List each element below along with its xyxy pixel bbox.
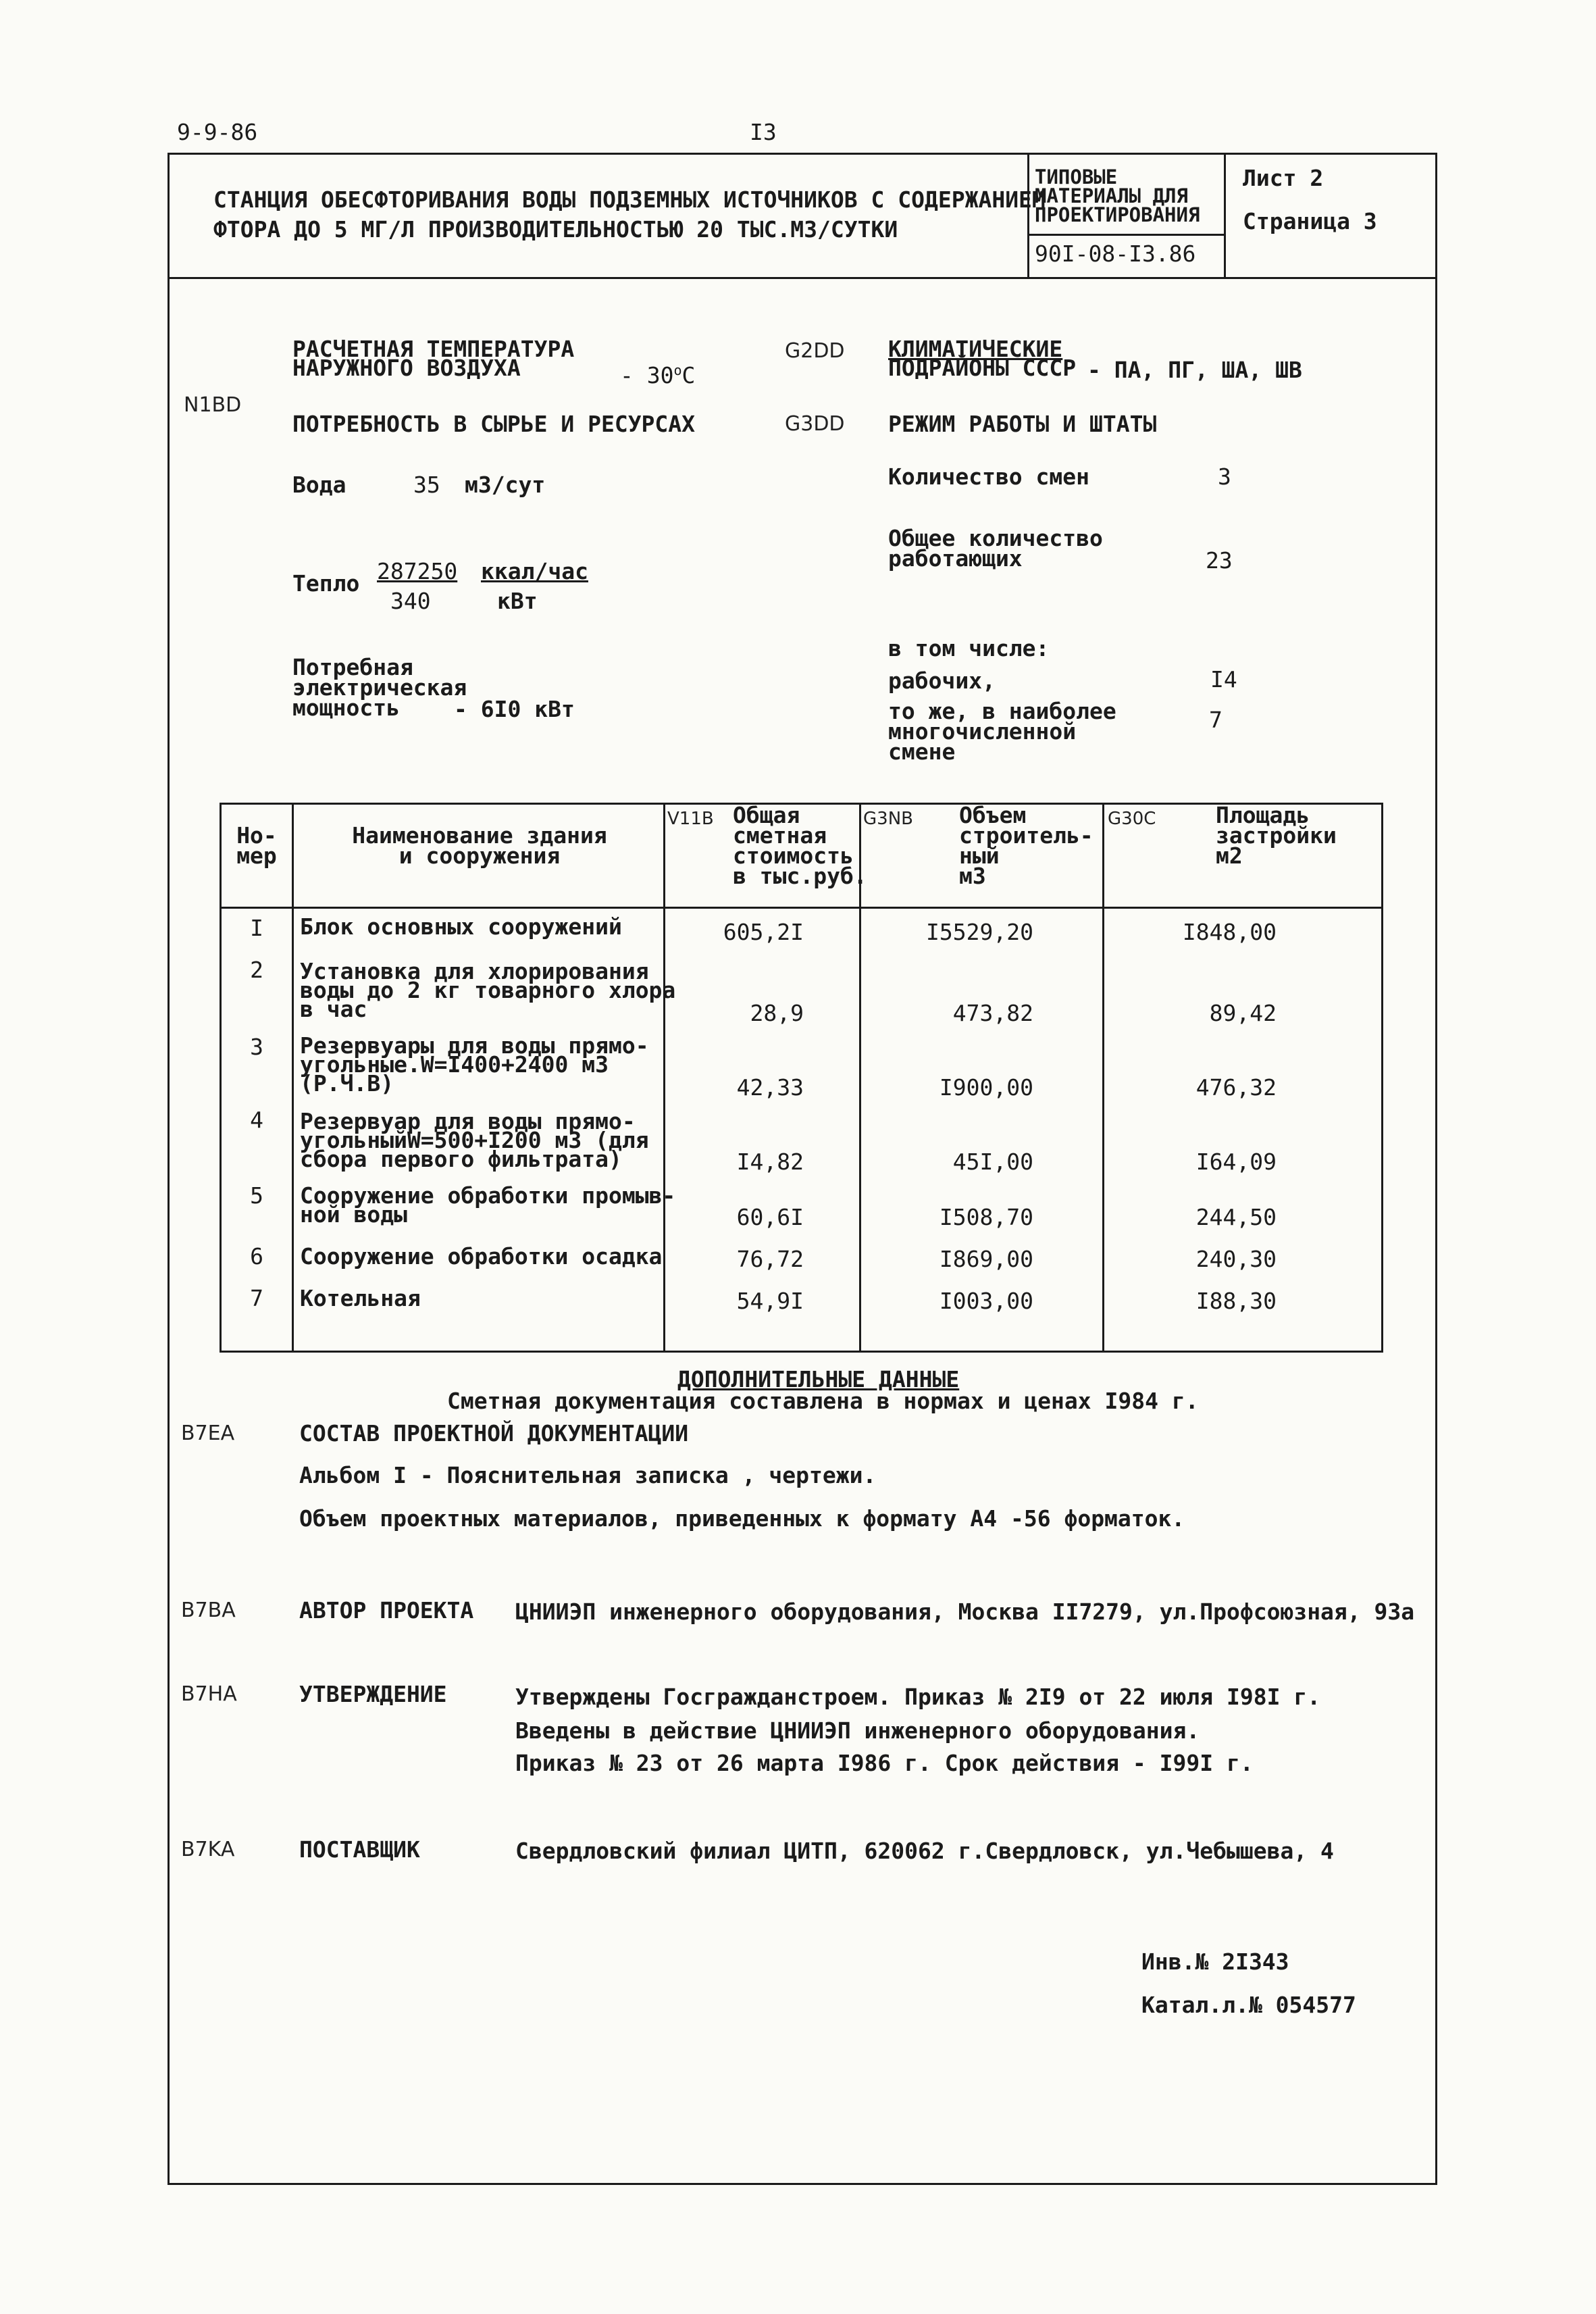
table-row-7-area: I88,30 bbox=[1195, 1288, 1277, 1314]
approval-line3: Приказ № 23 от 26 марта I986 г. Срок действия - I99I г. bbox=[515, 1750, 1254, 1776]
table-row-6-name: Сооружение обработки осадка bbox=[300, 1243, 663, 1269]
catalog-sheet-number: Катал.л.№ 054577 bbox=[1141, 1992, 1356, 2018]
estimate-note: Сметная документация составлена в нормах и ценах I984 г. bbox=[447, 1388, 1199, 1414]
approval-line2: Введены в действие ЦНИИЭП инженерного оборудования. bbox=[515, 1717, 1200, 1744]
max-shift-label-line2: многочисленной bbox=[888, 718, 1077, 745]
author-value: ЦНИИЭП инженерного оборудования, Москва II7279, ул.Профсоюзная, 93а bbox=[515, 1599, 1415, 1625]
water-value: 35 bbox=[413, 472, 440, 498]
table-header-name: Наименование здания и сооружения bbox=[352, 822, 607, 869]
table-row-3-cost: 42,33 bbox=[736, 1074, 804, 1101]
inventory-number: Инв.№ 2I343 bbox=[1141, 1948, 1289, 1975]
table-col-divider-2 bbox=[663, 803, 665, 1353]
table-row-5-name: Сооружение обработки промыв- ной воды bbox=[300, 1182, 676, 1228]
table-row-2-name: Установка для хлорирования воды до 2 кг товарного хлора в час bbox=[300, 958, 676, 1022]
code-b7ka: B7KA bbox=[181, 1838, 235, 1861]
table-header-volume: Объем строитель- ный м3 bbox=[959, 802, 1093, 889]
including-label: в том числе: bbox=[888, 635, 1050, 661]
table-col-divider-1 bbox=[292, 803, 294, 1353]
table-row-2-volume: 473,82 bbox=[952, 1000, 1033, 1026]
table-row-5-area: 244,50 bbox=[1195, 1204, 1277, 1230]
table-row-6-cost: 76,72 bbox=[736, 1246, 804, 1272]
power-label-line3: мощность bbox=[292, 695, 400, 721]
code-n1bd: N1BD bbox=[184, 393, 242, 417]
table-row-2-area: 89,42 bbox=[1209, 1000, 1277, 1026]
documentation-composition-heading: СОСТАВ ПРОЕКТНОЙ ДОКУМЕНТАЦИИ bbox=[299, 1420, 689, 1447]
code-b7ba: B7BA bbox=[181, 1599, 236, 1622]
document-title-line2: ФТОРА ДО 5 МГ/Л ПРОИЗВОДИТЕЛЬНОСТЬЮ 20 ТЫС.М3/СУТКИ bbox=[213, 216, 898, 243]
code-g2dd: G2DD bbox=[785, 339, 845, 363]
max-shift-label-line1: то же, в наиболее bbox=[888, 698, 1116, 724]
typical-materials-line1: ТИПОВЫЕ bbox=[1035, 166, 1118, 188]
table-row-3-volume: I900,00 bbox=[939, 1074, 1033, 1101]
table-row-2-num: 2 bbox=[250, 957, 263, 983]
sheet-number: Лист 2 bbox=[1243, 165, 1324, 191]
table-row-1-num: I bbox=[250, 915, 263, 941]
code-b7ea: B7EA bbox=[181, 1422, 235, 1445]
author-label: АВТОР ПРОЕКТА bbox=[299, 1597, 474, 1624]
max-shift-label-line3: смене bbox=[888, 738, 956, 765]
table-row-4-cost: I4,82 bbox=[736, 1149, 804, 1175]
title-block-code-divider bbox=[1027, 234, 1224, 236]
water-label: Вода bbox=[292, 472, 346, 498]
shifts-value: 3 bbox=[1218, 463, 1231, 490]
table-col-divider-4 bbox=[1102, 803, 1104, 1353]
table-header-divider bbox=[220, 907, 1383, 909]
typical-materials-line3: ПРОЕКТИРОВАНИЯ bbox=[1035, 203, 1200, 226]
document-title-line1: СТАНЦИЯ ОБЕСФТОРИВАНИЯ ВОДЫ ПОДЗЕМНЫХ ИСТОЧНИКОВ С СОДЕРЖАНИЕМ bbox=[213, 186, 1046, 213]
approval-line1: Утверждены Госгражданстроем. Приказ № 2I9 от 22 июля I98I г. bbox=[515, 1684, 1321, 1710]
heat-label: Тепло bbox=[292, 570, 360, 597]
table-row-1-cost: 605,2I bbox=[723, 919, 804, 945]
table-header-area: Площадь застройки м2 bbox=[1216, 802, 1337, 869]
climate-label-line2: ПОДРАЙОНЫ СССР bbox=[888, 355, 1077, 381]
table-row-5-volume: I508,70 bbox=[939, 1204, 1033, 1230]
power-value: - 6I0 кВт bbox=[454, 696, 575, 722]
code-b7ha: B7HA bbox=[181, 1682, 237, 1706]
album-line: Альбом I - Пояснительная записка , чертежи. bbox=[299, 1462, 877, 1488]
table-row-6-area: 240,30 bbox=[1195, 1246, 1277, 1272]
code-g3nb: G3NB bbox=[863, 809, 913, 829]
laborers-label: рабочих, bbox=[888, 668, 996, 694]
temperature-value: - $30^оС$ bbox=[620, 362, 696, 388]
project-code: 90I-08-I3.86 bbox=[1035, 241, 1196, 267]
climate-label-line1: КЛИМАТИЧЕСКИЕ bbox=[888, 336, 1063, 362]
code-g3dd: G3DD bbox=[785, 412, 845, 436]
table-row-1-volume: I5529,20 bbox=[926, 919, 1033, 945]
table-row-7-volume: I003,00 bbox=[939, 1288, 1033, 1314]
typical-materials-line2: МАТЕРИАЛЫ ДЛЯ bbox=[1035, 184, 1188, 207]
table-row-7-num: 7 bbox=[250, 1285, 263, 1311]
title-block-vline-1 bbox=[1027, 153, 1029, 278]
heat-value-kcal: 287250 bbox=[377, 558, 458, 584]
mode-heading: РЕЖИМ РАБОТЫ И ШТАТЫ bbox=[888, 411, 1157, 437]
approval-label: УТВЕРЖДЕНИЕ bbox=[299, 1681, 447, 1707]
page-number: I3 bbox=[750, 119, 777, 145]
table-row-7-cost: 54,9I bbox=[736, 1288, 804, 1314]
table-row-4-volume: 45I,00 bbox=[952, 1149, 1033, 1175]
workers-label-line1: Общее количество bbox=[888, 525, 1103, 551]
title-block-vline-2 bbox=[1224, 153, 1226, 278]
table-row-4-num: 4 bbox=[250, 1107, 263, 1133]
materials-volume-note: Объем проектных материалов, приведенных к формату А4 -56 форматок. bbox=[299, 1505, 1185, 1532]
power-label-line2: электрическая bbox=[292, 674, 467, 701]
table-header-num: Но- мер bbox=[236, 822, 277, 869]
power-label-line1: Потребная bbox=[292, 654, 413, 680]
workers-label-line2: работающих bbox=[888, 545, 1023, 572]
table-header-cost: Общая сметная стоимость в тыс.руб. bbox=[733, 802, 867, 889]
table-row-6-volume: I869,00 bbox=[939, 1246, 1033, 1272]
workers-value: 23 bbox=[1206, 547, 1233, 574]
additional-data-heading: ДОПОЛНИТЕЛЬНЫЕ ДАННЫЕ bbox=[677, 1366, 960, 1392]
laborers-value: I4 bbox=[1210, 666, 1237, 693]
table-row-3-num: 3 bbox=[250, 1034, 263, 1060]
table-row-1-name: Блок основных сооружений bbox=[300, 913, 622, 940]
table-row-5-num: 5 bbox=[250, 1182, 263, 1209]
water-unit: м3/сут bbox=[465, 472, 546, 498]
table-row-3-area: 476,32 bbox=[1195, 1074, 1277, 1101]
supplier-label: ПОСТАВЩИК bbox=[299, 1836, 420, 1863]
resources-heading: ПОТРЕБНОСТЬ В СЫРЬЕ И РЕСУРСАХ bbox=[292, 411, 696, 437]
table-row-2-cost: 28,9 bbox=[750, 1000, 804, 1026]
temperature-label-line2: НАРУЖНОГО ВОЗДУХА bbox=[292, 355, 521, 381]
page-date: 9-9-86 bbox=[177, 119, 258, 145]
shifts-label: Количество смен bbox=[888, 463, 1090, 490]
code-v11b: V11B bbox=[667, 809, 714, 829]
table-row-1-area: I848,00 bbox=[1182, 919, 1277, 945]
heat-value-kw: 340 bbox=[390, 588, 431, 614]
table-row-5-cost: 60,6I bbox=[736, 1204, 804, 1230]
page-label: Страница 3 bbox=[1243, 208, 1377, 234]
table-row-4-name: Резервуар для воды прямо- угольныйW=500+I200 м3 (для сбора первого фильтрата) bbox=[300, 1108, 649, 1172]
climate-value: - ПА, ПГ, ША, ШВ bbox=[1087, 357, 1302, 383]
table-row-4-area: I64,09 bbox=[1195, 1149, 1277, 1175]
supplier-value: Свердловский филиал ЦИТП, 620062 г.Свердловск, ул.Чебышева, 4 bbox=[515, 1838, 1334, 1864]
heat-unit-kw: кВт bbox=[497, 588, 538, 614]
table-row-7-name: Котельная bbox=[300, 1285, 421, 1311]
max-shift-value: 7 bbox=[1209, 707, 1222, 733]
title-block-divider bbox=[168, 277, 1437, 279]
heat-unit-kcal: ккал/час bbox=[481, 558, 588, 584]
table-row-6-num: 6 bbox=[250, 1243, 263, 1269]
code-g30c: G30C bbox=[1108, 809, 1156, 829]
table-row-3-name: Резервуары для воды прямо- угольные.W=I400+2400 м3 (Р.Ч.В) bbox=[300, 1032, 649, 1097]
temperature-label-line1: РАСЧЕТНАЯ ТЕМПЕРАТУРА bbox=[292, 336, 575, 362]
